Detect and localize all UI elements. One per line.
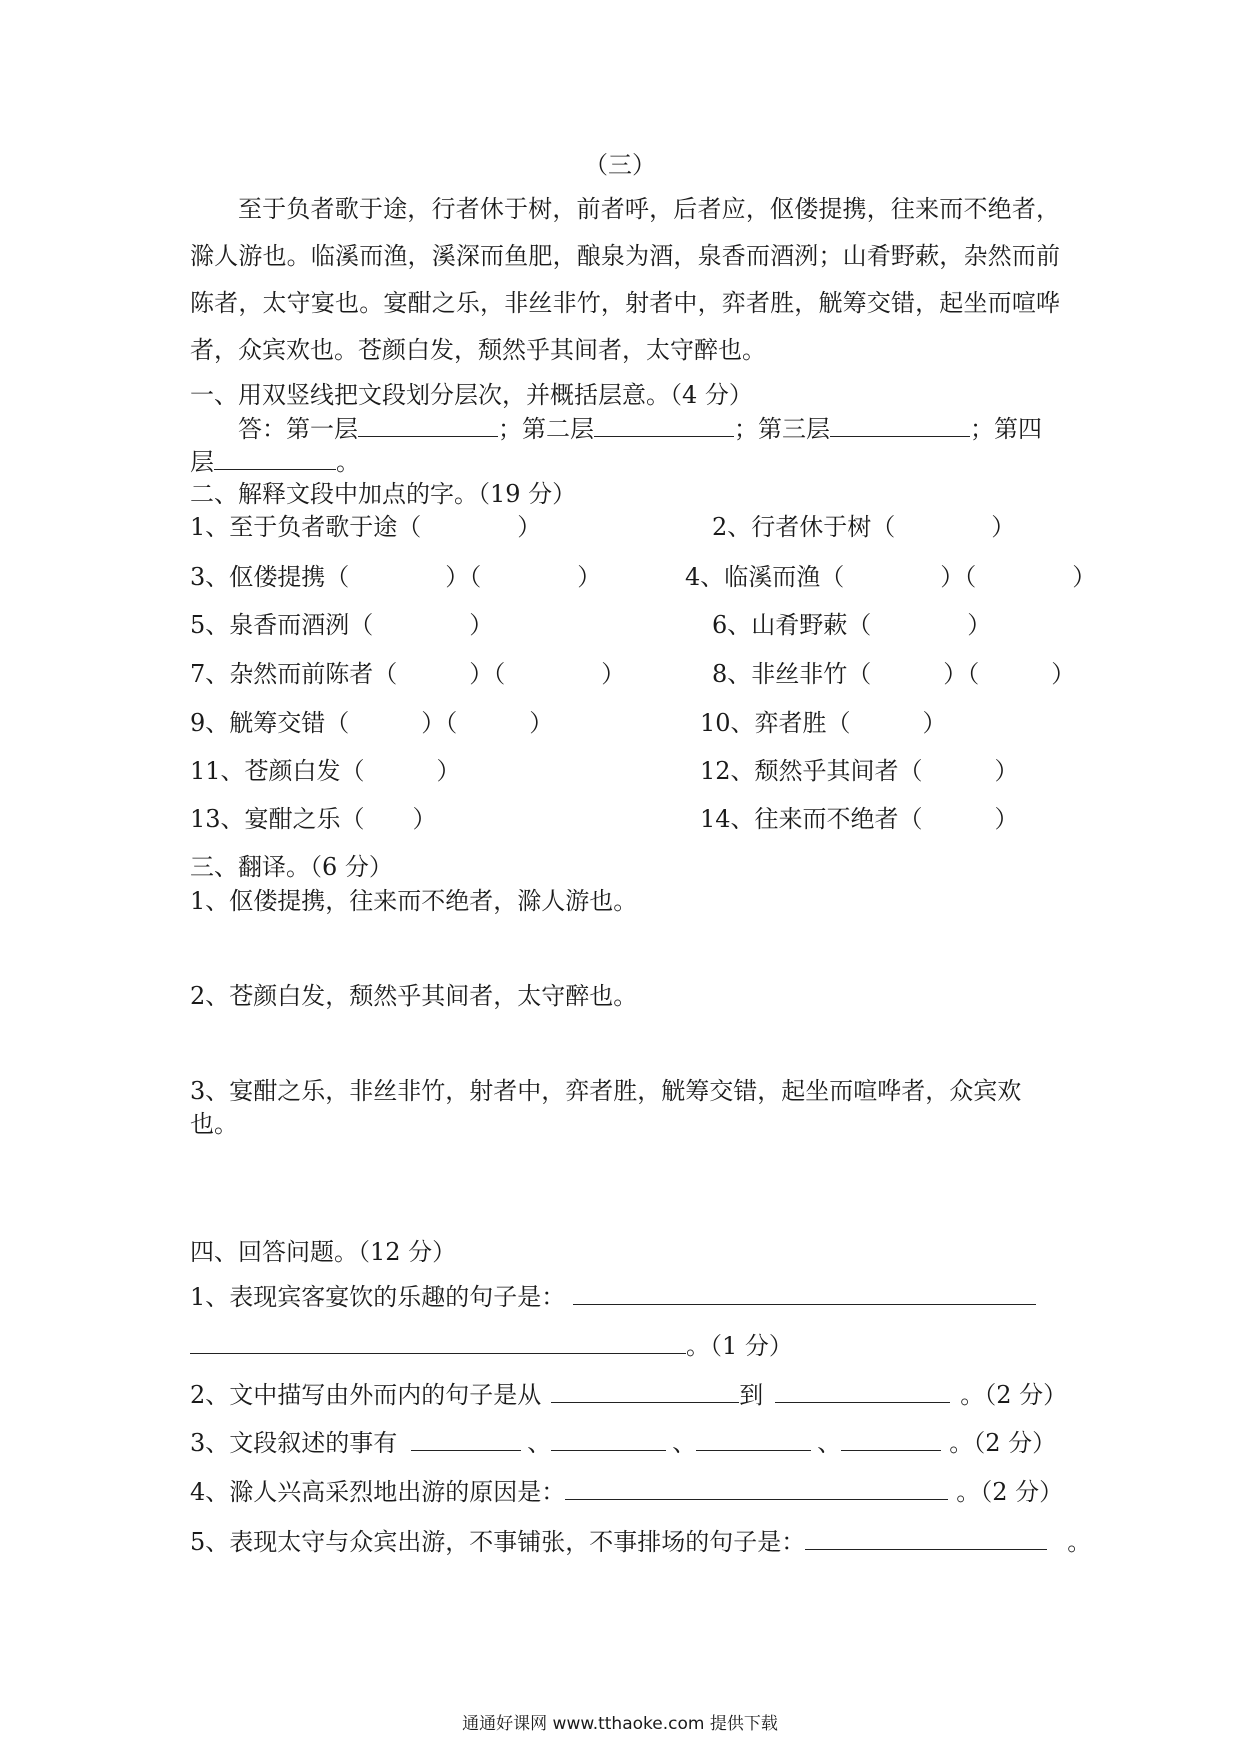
vocab-item: 3、伛偻提携（ ）（ ） (190, 563, 602, 591)
vocab-item: 11、苍颜白发（ ） (190, 757, 461, 785)
layer4-blank[interactable] (214, 447, 336, 470)
q5-end: 。 (1067, 1528, 1092, 1556)
answer-sep1: ；第二层 (498, 415, 594, 443)
vocab-item: 10、弈者胜（ ） (700, 709, 947, 737)
q3-prefix: 3、文段叙述的事有 (190, 1429, 398, 1457)
q5-blank[interactable] (805, 1527, 1047, 1550)
layer1-blank[interactable] (358, 414, 498, 437)
q1-prefix: 1、表现宾客宴饮的乐趣的句子是： (190, 1283, 566, 1311)
vocab-item: 9、觥筹交错（ ）（ ） (190, 709, 554, 737)
answer-sep3: ；第四 (970, 415, 1042, 443)
q4-end: 。（2 分） (956, 1478, 1064, 1506)
q2-end: 。（2 分） (960, 1381, 1068, 1409)
page-footer: 通通好课网 www.tthaoke.com 提供下载 (462, 1714, 778, 1734)
answer-prefix: 答：第一层 (238, 415, 358, 443)
q3-blank-3[interactable] (696, 1428, 811, 1451)
q3-blank-1[interactable] (411, 1428, 521, 1451)
section1-answer-line (238, 414, 1042, 444)
q4-blank[interactable] (565, 1477, 948, 1500)
answer-line2-prefix: 层 (190, 448, 214, 476)
q1-end: 。（1 分） (686, 1332, 793, 1360)
question-q1-line2 (190, 1331, 793, 1361)
question-q1 (190, 1282, 1036, 1312)
vocab-item: 12、颓然乎其间者（ ） (700, 757, 1019, 785)
q4-prefix: 4、滁人兴高采烈地出游的原因是： (190, 1478, 566, 1506)
q1-blank-a[interactable] (573, 1282, 1036, 1305)
q3-sep: 、 (527, 1429, 552, 1457)
vocab-item: 5、泉香而酒洌（ ） (190, 611, 494, 639)
q2-prefix: 2、文中描写由外而内的句子是从 (190, 1381, 542, 1409)
q3-sep: 、 (672, 1429, 697, 1457)
vocab-item: 13、宴酣之乐（ ） (190, 805, 437, 833)
q3-end: 。（2 分） (949, 1429, 1057, 1457)
section1-heading: 一、用双竖线把文段划分层次，并概括层意。（4 分） (190, 381, 753, 409)
question-q4 (190, 1477, 1063, 1507)
vocab-item: 8、非丝非竹（ ）（ ） (712, 660, 1076, 688)
section1-answer-line2 (190, 447, 360, 477)
answer-sep2: ；第三层 (734, 415, 830, 443)
translate-q3-line2: 也。 (190, 1110, 238, 1138)
section2-heading: 二、解释文段中加点的字。（19 分） (190, 480, 577, 508)
vocab-item: 14、往来而不绝者（ ） (700, 805, 1019, 833)
section4-heading: 四、回答问题。（12 分） (190, 1238, 457, 1266)
passage-text: 至于负者歌于途，行者休于树，前者呼，后者应，伛偻提携，往来而不绝者，滁人游也。临溪而渔，溪深而鱼肥，酿泉为酒，泉香而酒洌；山肴野蔌，杂然而前陈者，太守宴也。宴酣之乐，非丝非竹，射者中，弈者胜，觥筹交错，起坐而喧哗者，众宾欢也。苍颜白发，颓然乎其间者，太守醉也。 (190, 195, 1060, 364)
q1-blank-b[interactable] (190, 1331, 686, 1354)
vocab-item: 4、临溪而渔（ ）（ ） (685, 563, 1097, 591)
q2-blank-from[interactable] (551, 1380, 739, 1403)
section3-heading: 三、翻译。（6 分） (190, 853, 393, 881)
vocab-item: 2、行者休于树（ ） (712, 513, 1016, 541)
answer-line2-end: 。 (336, 448, 360, 476)
q2-blank-to[interactable] (775, 1380, 950, 1403)
translate-q3-line1: 3、宴酣之乐，非丝非竹，射者中，弈者胜，觥筹交错，起坐而喧哗者，众宾欢 (190, 1077, 1022, 1105)
layer3-blank[interactable] (830, 414, 970, 437)
vocab-item: 6、山肴野蔌（ ） (712, 611, 992, 639)
vocab-item: 7、杂然而前陈者（ ）（ ） (190, 660, 626, 688)
question-q3 (190, 1428, 1056, 1458)
q3-blank-2[interactable] (551, 1428, 666, 1451)
q5-prefix: 5、表现太守与众宾出游，不事铺张，不事排场的句子是： (190, 1528, 806, 1556)
question-q5 (190, 1527, 1091, 1557)
translate-q2: 2、苍颜白发，颓然乎其间者，太守醉也。 (190, 982, 638, 1010)
q3-sep: 、 (817, 1429, 842, 1457)
q3-blank-4[interactable] (841, 1428, 941, 1451)
vocab-item: 1、至于负者歌于途（ ） (190, 513, 542, 541)
question-q2 (190, 1380, 1067, 1410)
section-title: （三） (584, 151, 656, 179)
translate-q1: 1、伛偻提携，往来而不绝者，滁人游也。 (190, 887, 638, 915)
layer2-blank[interactable] (594, 414, 734, 437)
q2-mid: 到 (739, 1381, 764, 1409)
